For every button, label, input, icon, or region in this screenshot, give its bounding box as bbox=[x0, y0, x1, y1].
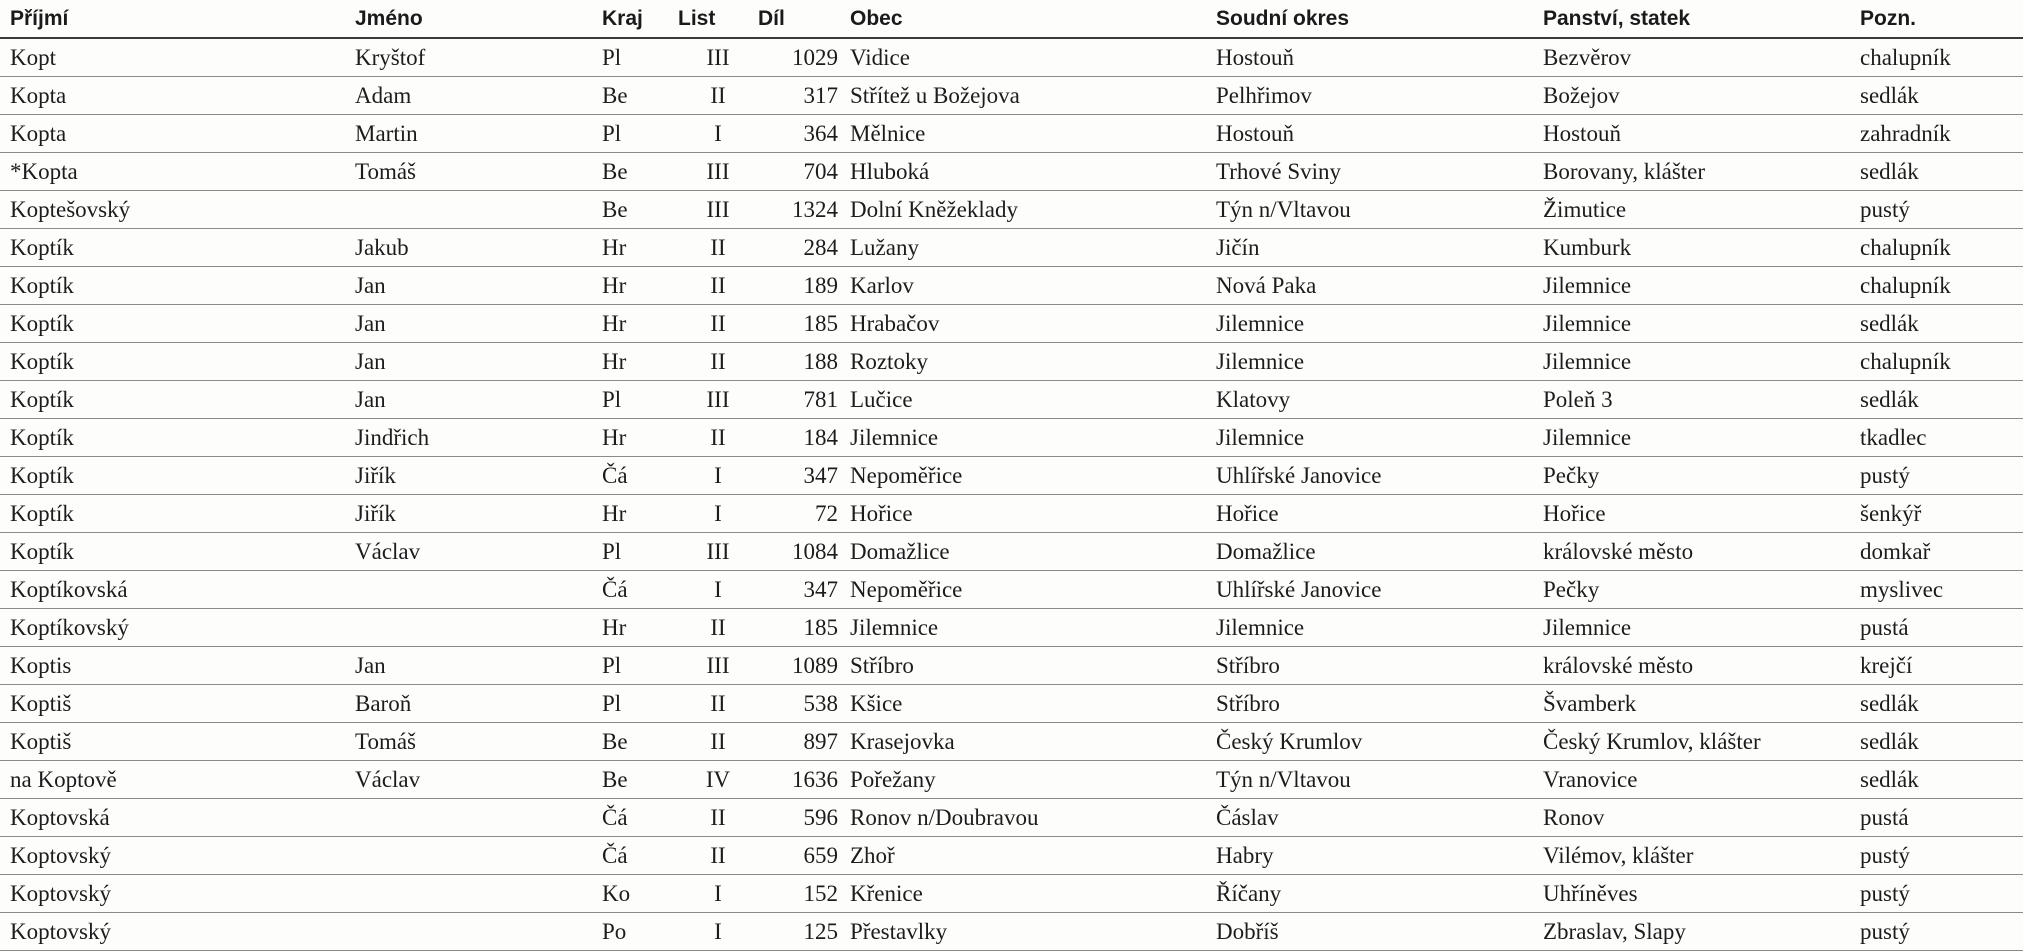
cell-sheet: III bbox=[678, 191, 758, 229]
table-row bbox=[0, 571, 2023, 609]
cell-sheet: I bbox=[678, 875, 758, 913]
cell-note: tkadlec bbox=[1860, 419, 2023, 457]
cell-court-district: Nová Paka bbox=[1216, 267, 1543, 305]
cell-given-name: Václav bbox=[355, 761, 598, 799]
cell-note: pustý bbox=[1860, 875, 2023, 913]
cell-region: Pl bbox=[598, 533, 678, 571]
cell-part: 347 bbox=[758, 457, 850, 495]
cell-region: Be bbox=[598, 191, 678, 229]
cell-note: pustá bbox=[1860, 609, 2023, 647]
cell-estate: Žimutice bbox=[1543, 191, 1860, 229]
cell-note: sedlák bbox=[1860, 77, 2023, 115]
cell-region: Be bbox=[598, 77, 678, 115]
table-row bbox=[0, 343, 2023, 381]
cell-estate: Jilemnice bbox=[1543, 305, 1860, 343]
cell-village: Přestavlky bbox=[850, 913, 1216, 951]
cell-sheet: II bbox=[678, 77, 758, 115]
cell-given-name: Jan bbox=[355, 305, 598, 343]
cell-village: Vidice bbox=[850, 38, 1216, 77]
cell-village: Hrabačov bbox=[850, 305, 1216, 343]
cell-village: Domažlice bbox=[850, 533, 1216, 571]
table-row bbox=[0, 38, 2023, 77]
cell-part: 538 bbox=[758, 685, 850, 723]
cell-surname: Koptík bbox=[0, 495, 355, 533]
header-court-district: Soudní okres bbox=[1216, 0, 1543, 38]
cell-region: Pl bbox=[598, 38, 678, 77]
cell-given-name: Martin bbox=[355, 115, 598, 153]
cell-sheet: II bbox=[678, 305, 758, 343]
cell-sheet: II bbox=[678, 609, 758, 647]
cell-region: Pl bbox=[598, 647, 678, 685]
header-row bbox=[0, 0, 2023, 38]
table-row bbox=[0, 305, 2023, 343]
cell-given-name: Václav bbox=[355, 533, 598, 571]
cell-village: Hořice bbox=[850, 495, 1216, 533]
cell-note: sedlák bbox=[1860, 381, 2023, 419]
cell-surname: Koptík bbox=[0, 419, 355, 457]
cell-given-name bbox=[355, 875, 598, 913]
cell-estate: Pečky bbox=[1543, 571, 1860, 609]
cell-surname: Koptíkovská bbox=[0, 571, 355, 609]
cell-given-name: Tomáš bbox=[355, 723, 598, 761]
cell-village: Pořežany bbox=[850, 761, 1216, 799]
cell-region: Be bbox=[598, 153, 678, 191]
cell-court-district: Říčany bbox=[1216, 875, 1543, 913]
cell-surname: Koptík bbox=[0, 457, 355, 495]
table-row bbox=[0, 761, 2023, 799]
cell-given-name: Baroň bbox=[355, 685, 598, 723]
cell-court-district: Trhové Sviny bbox=[1216, 153, 1543, 191]
cell-given-name: Tomáš bbox=[355, 153, 598, 191]
cell-note: pustý bbox=[1860, 191, 2023, 229]
cell-court-district: Domažlice bbox=[1216, 533, 1543, 571]
cell-village: Zhoř bbox=[850, 837, 1216, 875]
cell-court-district: Hostouň bbox=[1216, 115, 1543, 153]
cell-part: 72 bbox=[758, 495, 850, 533]
cell-region: Hr bbox=[598, 267, 678, 305]
header-estate: Panství, statek bbox=[1543, 0, 1860, 38]
cell-part: 1636 bbox=[758, 761, 850, 799]
cell-village: Střítež u Božejova bbox=[850, 77, 1216, 115]
cell-village: Nepoměřice bbox=[850, 571, 1216, 609]
cell-given-name: Jiřík bbox=[355, 457, 598, 495]
cell-court-district: Pelhřimov bbox=[1216, 77, 1543, 115]
cell-part: 284 bbox=[758, 229, 850, 267]
cell-estate: Švamberk bbox=[1543, 685, 1860, 723]
cell-region: Hr bbox=[598, 229, 678, 267]
cell-note: pustý bbox=[1860, 837, 2023, 875]
cell-surname: Koptovský bbox=[0, 913, 355, 951]
cell-part: 184 bbox=[758, 419, 850, 457]
cell-region: Čá bbox=[598, 837, 678, 875]
cell-sheet: II bbox=[678, 799, 758, 837]
table-row bbox=[0, 837, 2023, 875]
cell-estate: královské město bbox=[1543, 533, 1860, 571]
table-row bbox=[0, 457, 2023, 495]
table-row bbox=[0, 875, 2023, 913]
cell-region: Hr bbox=[598, 419, 678, 457]
cell-region: Čá bbox=[598, 457, 678, 495]
cell-region: Hr bbox=[598, 305, 678, 343]
cell-note: myslivec bbox=[1860, 571, 2023, 609]
table-row bbox=[0, 647, 2023, 685]
header-region: Kraj bbox=[598, 0, 678, 38]
cell-note: zahradník bbox=[1860, 115, 2023, 153]
cell-court-district: Jičín bbox=[1216, 229, 1543, 267]
cell-region: Be bbox=[598, 761, 678, 799]
cell-sheet: II bbox=[678, 685, 758, 723]
cell-estate: Borovany, klášter bbox=[1543, 153, 1860, 191]
cell-region: Pl bbox=[598, 381, 678, 419]
cell-court-district: Týn n/Vltavou bbox=[1216, 761, 1543, 799]
cell-given-name: Jan bbox=[355, 647, 598, 685]
cell-sheet: III bbox=[678, 381, 758, 419]
table-row bbox=[0, 419, 2023, 457]
cell-sheet: II bbox=[678, 267, 758, 305]
table-row bbox=[0, 153, 2023, 191]
cell-part: 125 bbox=[758, 913, 850, 951]
cell-note: krejčí bbox=[1860, 647, 2023, 685]
cell-part: 1029 bbox=[758, 38, 850, 77]
cell-region: Hr bbox=[598, 495, 678, 533]
cell-part: 185 bbox=[758, 305, 850, 343]
cell-surname: Koptovská bbox=[0, 799, 355, 837]
cell-part: 1084 bbox=[758, 533, 850, 571]
cell-part: 1324 bbox=[758, 191, 850, 229]
cell-surname: na Koptově bbox=[0, 761, 355, 799]
header-part: Díl bbox=[758, 0, 850, 38]
cell-estate: Český Krumlov, klášter bbox=[1543, 723, 1860, 761]
cell-note: chalupník bbox=[1860, 229, 2023, 267]
cell-estate: Ronov bbox=[1543, 799, 1860, 837]
cell-given-name: Jan bbox=[355, 381, 598, 419]
cell-given-name bbox=[355, 913, 598, 951]
table-row bbox=[0, 685, 2023, 723]
cell-given-name: Jindřich bbox=[355, 419, 598, 457]
cell-court-district: Čáslav bbox=[1216, 799, 1543, 837]
cell-part: 185 bbox=[758, 609, 850, 647]
cell-court-district: Uhlířské Janovice bbox=[1216, 457, 1543, 495]
cell-part: 189 bbox=[758, 267, 850, 305]
cell-given-name bbox=[355, 571, 598, 609]
table-row bbox=[0, 381, 2023, 419]
cell-sheet: II bbox=[678, 837, 758, 875]
cell-estate: Pečky bbox=[1543, 457, 1860, 495]
cell-sheet: I bbox=[678, 571, 758, 609]
cell-sheet: IV bbox=[678, 761, 758, 799]
table-row bbox=[0, 799, 2023, 837]
cell-sheet: II bbox=[678, 229, 758, 267]
cell-sheet: III bbox=[678, 533, 758, 571]
cell-estate: Zbraslav, Slapy bbox=[1543, 913, 1860, 951]
cell-estate: Poleň 3 bbox=[1543, 381, 1860, 419]
table-row bbox=[0, 267, 2023, 305]
cell-village: Roztoky bbox=[850, 343, 1216, 381]
cell-sheet: II bbox=[678, 419, 758, 457]
header-sheet: List bbox=[678, 0, 758, 38]
cell-note: šenkýř bbox=[1860, 495, 2023, 533]
cell-part: 152 bbox=[758, 875, 850, 913]
cell-surname: *Kopta bbox=[0, 153, 355, 191]
cell-court-district: Klatovy bbox=[1216, 381, 1543, 419]
cell-sheet: II bbox=[678, 723, 758, 761]
header-given-name: Jméno bbox=[355, 0, 598, 38]
cell-village: Stříbro bbox=[850, 647, 1216, 685]
cell-surname: Kopta bbox=[0, 115, 355, 153]
cell-estate: Jilemnice bbox=[1543, 419, 1860, 457]
cell-village: Jilemnice bbox=[850, 609, 1216, 647]
cell-region: Čá bbox=[598, 799, 678, 837]
cell-village: Ronov n/Doubravou bbox=[850, 799, 1216, 837]
cell-surname: Kopt bbox=[0, 38, 355, 77]
table-body bbox=[0, 38, 2023, 951]
cell-given-name: Adam bbox=[355, 77, 598, 115]
cell-note: chalupník bbox=[1860, 267, 2023, 305]
cell-part: 317 bbox=[758, 77, 850, 115]
header-village: Obec bbox=[850, 0, 1216, 38]
cell-note: domkař bbox=[1860, 533, 2023, 571]
cell-region: Hr bbox=[598, 343, 678, 381]
cell-village: Karlov bbox=[850, 267, 1216, 305]
cell-given-name: Jan bbox=[355, 343, 598, 381]
cell-note: sedlák bbox=[1860, 723, 2023, 761]
cell-note: chalupník bbox=[1860, 343, 2023, 381]
table-row bbox=[0, 229, 2023, 267]
cell-sheet: III bbox=[678, 153, 758, 191]
cell-part: 897 bbox=[758, 723, 850, 761]
cell-surname: Koptiš bbox=[0, 723, 355, 761]
table-row bbox=[0, 191, 2023, 229]
table-row bbox=[0, 533, 2023, 571]
cell-region: Po bbox=[598, 913, 678, 951]
cell-sheet: III bbox=[678, 647, 758, 685]
cell-note: sedlák bbox=[1860, 153, 2023, 191]
cell-surname: Koptis bbox=[0, 647, 355, 685]
cell-given-name: Jan bbox=[355, 267, 598, 305]
cell-surname: Koptík bbox=[0, 305, 355, 343]
cell-note: chalupník bbox=[1860, 38, 2023, 77]
cell-court-district: Jilemnice bbox=[1216, 419, 1543, 457]
cell-surname: Koptovský bbox=[0, 875, 355, 913]
cell-given-name bbox=[355, 799, 598, 837]
cell-surname: Koptík bbox=[0, 533, 355, 571]
cell-note: pustá bbox=[1860, 799, 2023, 837]
cell-estate: Bezvěrov bbox=[1543, 38, 1860, 77]
cell-sheet: I bbox=[678, 115, 758, 153]
cell-estate: Jilemnice bbox=[1543, 343, 1860, 381]
cell-part: 188 bbox=[758, 343, 850, 381]
cell-village: Lužany bbox=[850, 229, 1216, 267]
table-header bbox=[0, 0, 2023, 38]
cell-estate: Jilemnice bbox=[1543, 267, 1860, 305]
cell-estate: Hořice bbox=[1543, 495, 1860, 533]
cell-court-district: Stříbro bbox=[1216, 647, 1543, 685]
cell-court-district: Jilemnice bbox=[1216, 609, 1543, 647]
cell-part: 347 bbox=[758, 571, 850, 609]
cell-court-district: Hostouň bbox=[1216, 38, 1543, 77]
cell-estate: Vilémov, klášter bbox=[1543, 837, 1860, 875]
cell-part: 364 bbox=[758, 115, 850, 153]
header-note: Pozn. bbox=[1860, 0, 2023, 38]
table-row bbox=[0, 609, 2023, 647]
header-surname: Příjmí bbox=[0, 0, 355, 38]
table-row bbox=[0, 115, 2023, 153]
cell-region: Pl bbox=[598, 115, 678, 153]
cell-region: Čá bbox=[598, 571, 678, 609]
cell-surname: Koptovský bbox=[0, 837, 355, 875]
cell-region: Pl bbox=[598, 685, 678, 723]
cell-village: Dolní Kněžeklady bbox=[850, 191, 1216, 229]
cell-sheet: I bbox=[678, 457, 758, 495]
cell-sheet: I bbox=[678, 913, 758, 951]
cell-surname: Koptíkovský bbox=[0, 609, 355, 647]
cell-note: sedlák bbox=[1860, 685, 2023, 723]
cell-given-name bbox=[355, 837, 598, 875]
cell-note: pustý bbox=[1860, 457, 2023, 495]
cell-court-district: Jilemnice bbox=[1216, 305, 1543, 343]
cell-part: 659 bbox=[758, 837, 850, 875]
cell-village: Nepoměřice bbox=[850, 457, 1216, 495]
cell-village: Krasejovka bbox=[850, 723, 1216, 761]
cell-court-district: Týn n/Vltavou bbox=[1216, 191, 1543, 229]
cell-surname: Koptík bbox=[0, 229, 355, 267]
cell-surname: Kopta bbox=[0, 77, 355, 115]
cell-court-district: Stříbro bbox=[1216, 685, 1543, 723]
cell-village: Lučice bbox=[850, 381, 1216, 419]
cell-estate: Božejov bbox=[1543, 77, 1860, 115]
cell-part: 781 bbox=[758, 381, 850, 419]
table-row bbox=[0, 723, 2023, 761]
cell-region: Hr bbox=[598, 609, 678, 647]
cell-surname: Koptík bbox=[0, 381, 355, 419]
cell-sheet: II bbox=[678, 343, 758, 381]
cell-surname: Koptiš bbox=[0, 685, 355, 723]
cell-estate: Vranovice bbox=[1543, 761, 1860, 799]
cell-village: Jilemnice bbox=[850, 419, 1216, 457]
cell-part: 596 bbox=[758, 799, 850, 837]
cell-surname: Koptešovský bbox=[0, 191, 355, 229]
cell-estate: Uhříněves bbox=[1543, 875, 1860, 913]
cell-region: Ko bbox=[598, 875, 678, 913]
cell-village: Křenice bbox=[850, 875, 1216, 913]
cell-note: sedlák bbox=[1860, 305, 2023, 343]
table-row bbox=[0, 913, 2023, 951]
cell-given-name: Jiřík bbox=[355, 495, 598, 533]
cell-given-name bbox=[355, 191, 598, 229]
cell-surname: Koptík bbox=[0, 267, 355, 305]
table-row bbox=[0, 77, 2023, 115]
cell-estate: královské město bbox=[1543, 647, 1860, 685]
cell-note: pustý bbox=[1860, 913, 2023, 951]
cell-estate: Hostouň bbox=[1543, 115, 1860, 153]
cell-village: Kšice bbox=[850, 685, 1216, 723]
cell-region: Be bbox=[598, 723, 678, 761]
cell-sheet: III bbox=[678, 38, 758, 77]
cell-surname: Koptík bbox=[0, 343, 355, 381]
table-row bbox=[0, 495, 2023, 533]
cell-court-district: Dobříš bbox=[1216, 913, 1543, 951]
cell-village: Hluboká bbox=[850, 153, 1216, 191]
cell-estate: Kumburk bbox=[1543, 229, 1860, 267]
cell-part: 704 bbox=[758, 153, 850, 191]
cell-part: 1089 bbox=[758, 647, 850, 685]
cell-given-name: Kryštof bbox=[355, 38, 598, 77]
cell-court-district: Český Krumlov bbox=[1216, 723, 1543, 761]
cell-village: Mělnice bbox=[850, 115, 1216, 153]
cell-note: sedlák bbox=[1860, 761, 2023, 799]
cell-given-name: Jakub bbox=[355, 229, 598, 267]
cell-court-district: Jilemnice bbox=[1216, 343, 1543, 381]
cell-sheet: I bbox=[678, 495, 758, 533]
cell-court-district: Uhlířské Janovice bbox=[1216, 571, 1543, 609]
cell-court-district: Habry bbox=[1216, 837, 1543, 875]
cell-given-name bbox=[355, 609, 598, 647]
cell-estate: Jilemnice bbox=[1543, 609, 1860, 647]
cell-court-district: Hořice bbox=[1216, 495, 1543, 533]
